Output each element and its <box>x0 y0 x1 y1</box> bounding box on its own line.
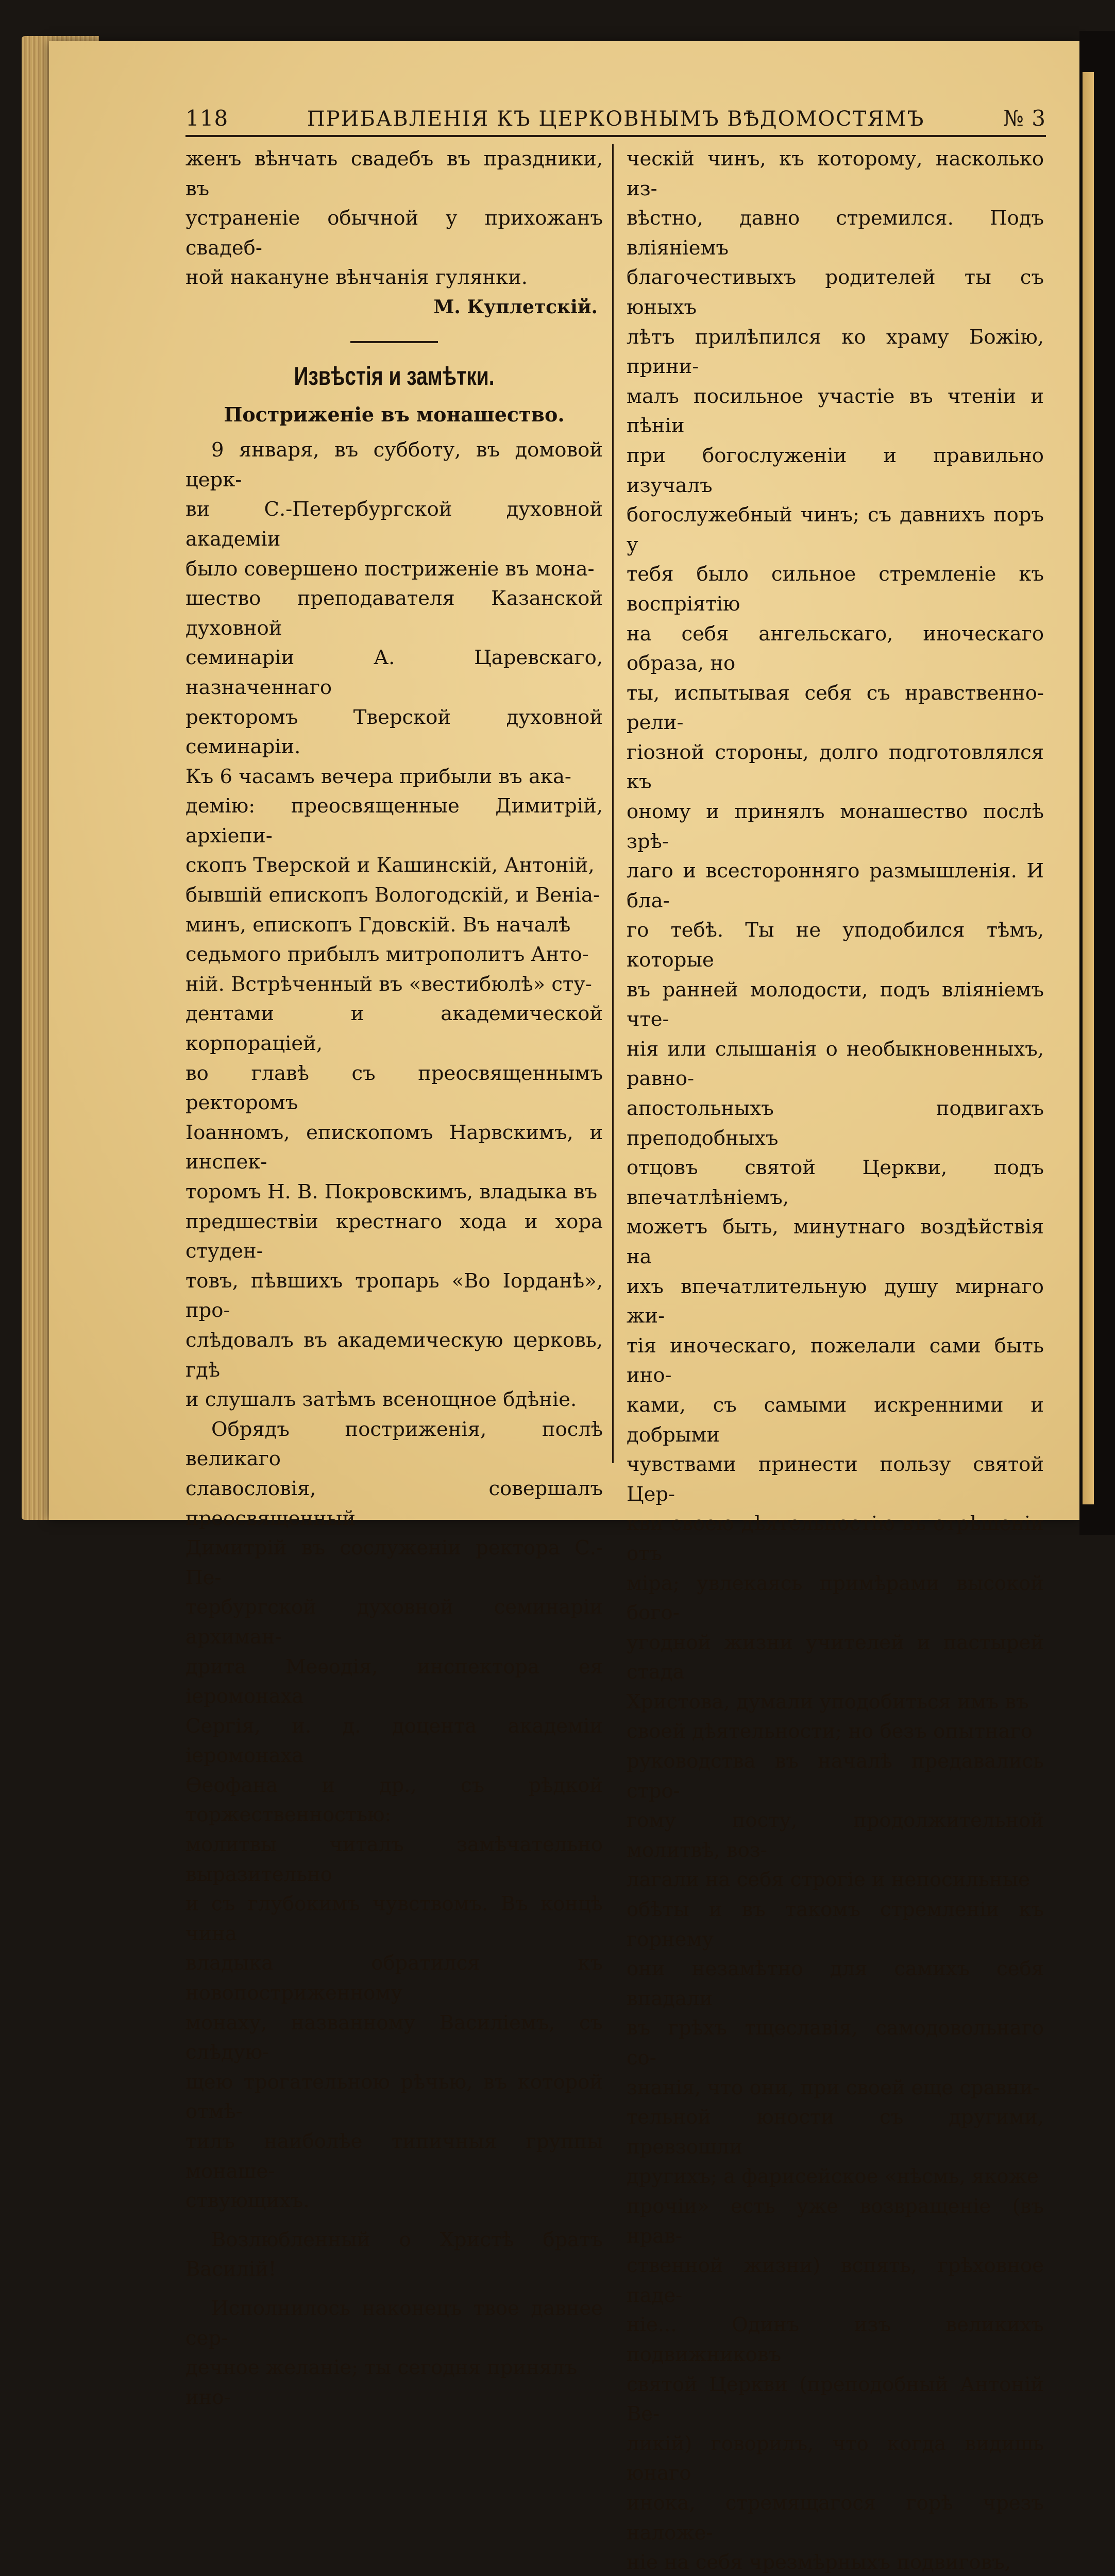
opposite-page-edge <box>1083 72 1094 1504</box>
text-line: вѣстно, давно стремился. Подъ вліяніемъ <box>627 207 1044 260</box>
text-line: щею трогательною рѣчью, въ которой отмѣ- <box>185 2070 603 2124</box>
text-line: гіозной стороны, долго подготовлялся къ <box>627 740 1044 794</box>
text-line: на себя ангельскаго, иноческаго образа, но <box>627 622 1044 675</box>
page-number: 118 <box>185 106 229 131</box>
paragraph-2 <box>185 1415 603 2216</box>
text-line: они незамѣтно для самихъ себя впадали <box>627 1957 1044 2010</box>
text-line: міра; увлекаясь примѣрами высокой бого- <box>627 1571 1044 1625</box>
text-line: во главѣ съ преосвященнымъ ректоромъ <box>185 1061 603 1115</box>
text-line: ви С.-Петербургской духовной академіи <box>185 498 603 551</box>
text-line: скопъ Тверской и Кашинскій, Антоній, <box>185 854 595 877</box>
text-line: ты, испытывая себя съ нравственно-рели- <box>627 681 1044 735</box>
running-header <box>185 106 1046 137</box>
text-line: святой Церкви (преподобный Антоній Ве- <box>627 2372 1044 2426</box>
text-line: семинаріи А. Царевскаго, назначеннаго <box>185 646 603 699</box>
text-line: товъ, пѣвшихъ тропарь «Во Іорданѣ», про- <box>185 1269 603 1323</box>
opposite-page-strip <box>1079 31 1115 1535</box>
text-line: оному и принялъ монашество послѣ зрѣ- <box>627 800 1044 853</box>
text-line: при богослуженіи и правильно изучалъ <box>627 444 1044 497</box>
text-line: дентами и академической корпораціей, <box>185 1002 603 1056</box>
text-line: и слушалъ затѣмъ всенощное бдѣніе. <box>185 1388 577 1412</box>
text-line: Іоанномъ, епископомъ Нарвскимъ, и инспек- <box>185 1121 603 1174</box>
text-line: обѣты и въ такомъ стремленіи къ горнему <box>627 1898 1044 1951</box>
text-line: апостольныхъ подвигахъ преподобныхъ <box>627 1097 1044 1150</box>
text-line: седьмого прибылъ митрополитъ Анто- <box>185 943 589 967</box>
text-line: лагали на себя строгіе и непосильные <box>627 1868 1030 1892</box>
text-line: нія или слышанія о необыкновенныхъ, равно- <box>627 1037 1044 1091</box>
text-columns <box>185 144 1046 2576</box>
text-line: Христова, думали уподобиться имъ въ <box>627 1690 1029 1714</box>
text-line: Исполнилось наконецъ твое давнее сер- <box>185 2296 603 2350</box>
text-line: ной накануне вѣнчанія гулянки. <box>185 266 528 290</box>
text-line: ликій) говорилъ, что когда видишь юнаго <box>627 2432 1044 2485</box>
text-line: дрита Меѳодія, инспектора ея іеромонаха <box>185 1655 603 1708</box>
text-line: ками, съ самыми искренними и добрыми <box>627 1393 1044 1447</box>
text-line: было совершено постриженіе въ мона- <box>185 557 595 581</box>
text-line: ственной жизни) вспять, грѣховное паде- <box>627 2254 1044 2307</box>
text-line: малъ посильное участіе въ чтеніи и пѣніи <box>627 384 1044 438</box>
article-subtitle: Постриженіе въ монашество. <box>224 402 565 426</box>
text-line: бывшій епископъ Вологодскій, и Веніа- <box>185 884 600 907</box>
text-line: другихъ; а фарисейское «нѣсмь, якоже <box>627 2165 1039 2189</box>
author-signature: М. Куплетскій. <box>433 296 598 318</box>
text-line: и съ глубокимъ чувствомъ. Въ концѣ чина <box>185 1892 603 1945</box>
text-line: богослужебный чинъ; съ давнихъ поръ у <box>627 503 1044 556</box>
text-line: го тебѣ. Ты не уподобился тѣмъ, которые <box>627 919 1044 972</box>
text-line: Обрядъ постриженія, послѣ великаго <box>185 1417 603 1471</box>
issue-number: № 3 <box>1003 106 1046 131</box>
text-line: угодной жизни учителей и пастырей стада <box>627 1631 1044 1684</box>
column-divider <box>612 144 614 1463</box>
text-line: предшествіи крестнаго хода и хора студен- <box>185 1210 603 1263</box>
text-line: женъ вѣнчать свадебъ въ праздники, въ <box>185 147 603 200</box>
section-title: Извѣстія и замѣтки. <box>294 361 495 391</box>
paragraph-1 <box>185 435 603 1415</box>
text-line: торомъ Н. В. Покровскимъ, владыка въ <box>185 1180 598 1204</box>
text-line: демію: преосвященные Димитрій, архіепи- <box>185 794 603 848</box>
text-line: Къ 6 часамъ вечера прибыли въ ака- <box>185 765 571 788</box>
text-line: въ ранней молодости, подъ вліяніемъ чте- <box>627 978 1044 1031</box>
text-line: славословія, совершалъ преосвященный <box>185 1477 603 1530</box>
right-column-text <box>627 144 1044 2576</box>
text-line: слѣдовалъ въ академическую церковь, гдѣ <box>185 1328 603 1382</box>
text-line: 9 января, въ субботу, въ домовой церк- <box>185 438 603 492</box>
text-line: шество преподавателя Казанской духовной <box>185 587 603 640</box>
text-line: благочестивыхъ родителей ты съ юныхъ <box>627 266 1044 319</box>
text-line: ческій чинъ, къ которому, насколько из- <box>627 147 1044 200</box>
text-line: Ѳеофана и др., съ рѣдкой торжественностью: <box>185 1773 603 1827</box>
text-line: молитвы читалъ замѣчательно выразительно <box>185 1833 603 1886</box>
text-line: въ грѣхъ тщеславія, самодовольнаго со- <box>627 2016 1044 2070</box>
text-line: дечное желаніе; ты сегодня принялъ ино- <box>185 2356 578 2409</box>
text-line: гому посту, продолжительной молитвѣ, воз- <box>627 1809 1044 1862</box>
text-line: кви своею дѣятельностію въ отрѣшеніи отъ <box>627 1512 1044 1565</box>
text-line: ствующихъ. <box>185 2189 310 2213</box>
text-line: ректоромъ Тверской духовной семинаріи. <box>185 705 603 759</box>
journal-title: ПРИБАВЛЕНІЯ КЪ ЦЕРКОВНЫМЪ ВѢДОМОСТЯМЪ <box>307 107 925 131</box>
text-line: лѣтъ прилѣпился ко храму Божію, прини- <box>627 325 1044 379</box>
text-line: Сергія, и. д. доцента академіи іеромонаха <box>185 1714 603 1768</box>
text-line: ній. Встрѣченный въ «вестибюлѣ» сту- <box>185 972 592 996</box>
text-line: инока, стремящагося горѣ чрезъ наложе- <box>627 2491 1044 2545</box>
text-line: чувствами принести пользу святой Цер- <box>627 1453 1044 1506</box>
text-line: тилъ наиболѣе типичныя группы монаше- <box>185 2130 603 2183</box>
paragraph-3 <box>185 2294 603 2412</box>
text-line: своей дѣятельности; но безъ опытнаго <box>627 1720 1033 1743</box>
text-line: устраненіе обычной у прихожанъ свадеб- <box>185 207 603 260</box>
page-content <box>185 106 1046 2576</box>
right-column <box>627 144 1044 2576</box>
text-line: ніе... Одинъ изъ великихъ подвижниковъ <box>627 2313 1044 2366</box>
text-line: тія иноческаго, пожелали сами быть ино- <box>627 1334 1044 1387</box>
text-line: прочіи» есть уже возвращеніе (въ нрав- <box>627 2194 1044 2248</box>
text-line: тебя было сильное стремленіе къ воспріятію <box>627 563 1044 616</box>
section-rule <box>350 341 438 343</box>
text-line: знанія, что они, при своей еще сравни- <box>627 2076 1040 2099</box>
text-line: минъ, епископъ Гдовскій. Въ началѣ <box>185 913 571 937</box>
continuation-text <box>185 144 603 293</box>
text-line: лаго и всесторонняго размышленія. И бла- <box>627 859 1044 912</box>
speech-address: Возлюбленный о Христѣ братъ Василій! <box>185 2228 603 2281</box>
text-line: отцовъ святой Церкви, подъ впечатлѣніемъ, <box>627 1156 1044 1209</box>
text-line: можетъ быть, минутнаго воздѣйствія на <box>627 1215 1044 1268</box>
text-line: ихъ впечатлительную душу мирнаго жи- <box>627 1275 1044 1328</box>
text-line: Димитрій въ сослуженіи ректора С.-Пе- <box>185 1536 603 1589</box>
text-line: руководства въ началѣ предавались стро- <box>627 1750 1044 1803</box>
text-line: тельной юности съ другими, превзошли <box>627 2106 1044 2159</box>
text-line: владыка обратился къ новопостриженному <box>185 1952 603 2005</box>
left-column <box>185 144 603 2576</box>
text-line: ніе на себя чрезмѣрныхъ подвиговъ, <box>627 2551 1011 2574</box>
text-line: тербургской духовной семинаріи архиман- <box>185 1596 603 1649</box>
text-line: монаху, названному Василіемъ, съ слѣдую- <box>185 2011 603 2064</box>
